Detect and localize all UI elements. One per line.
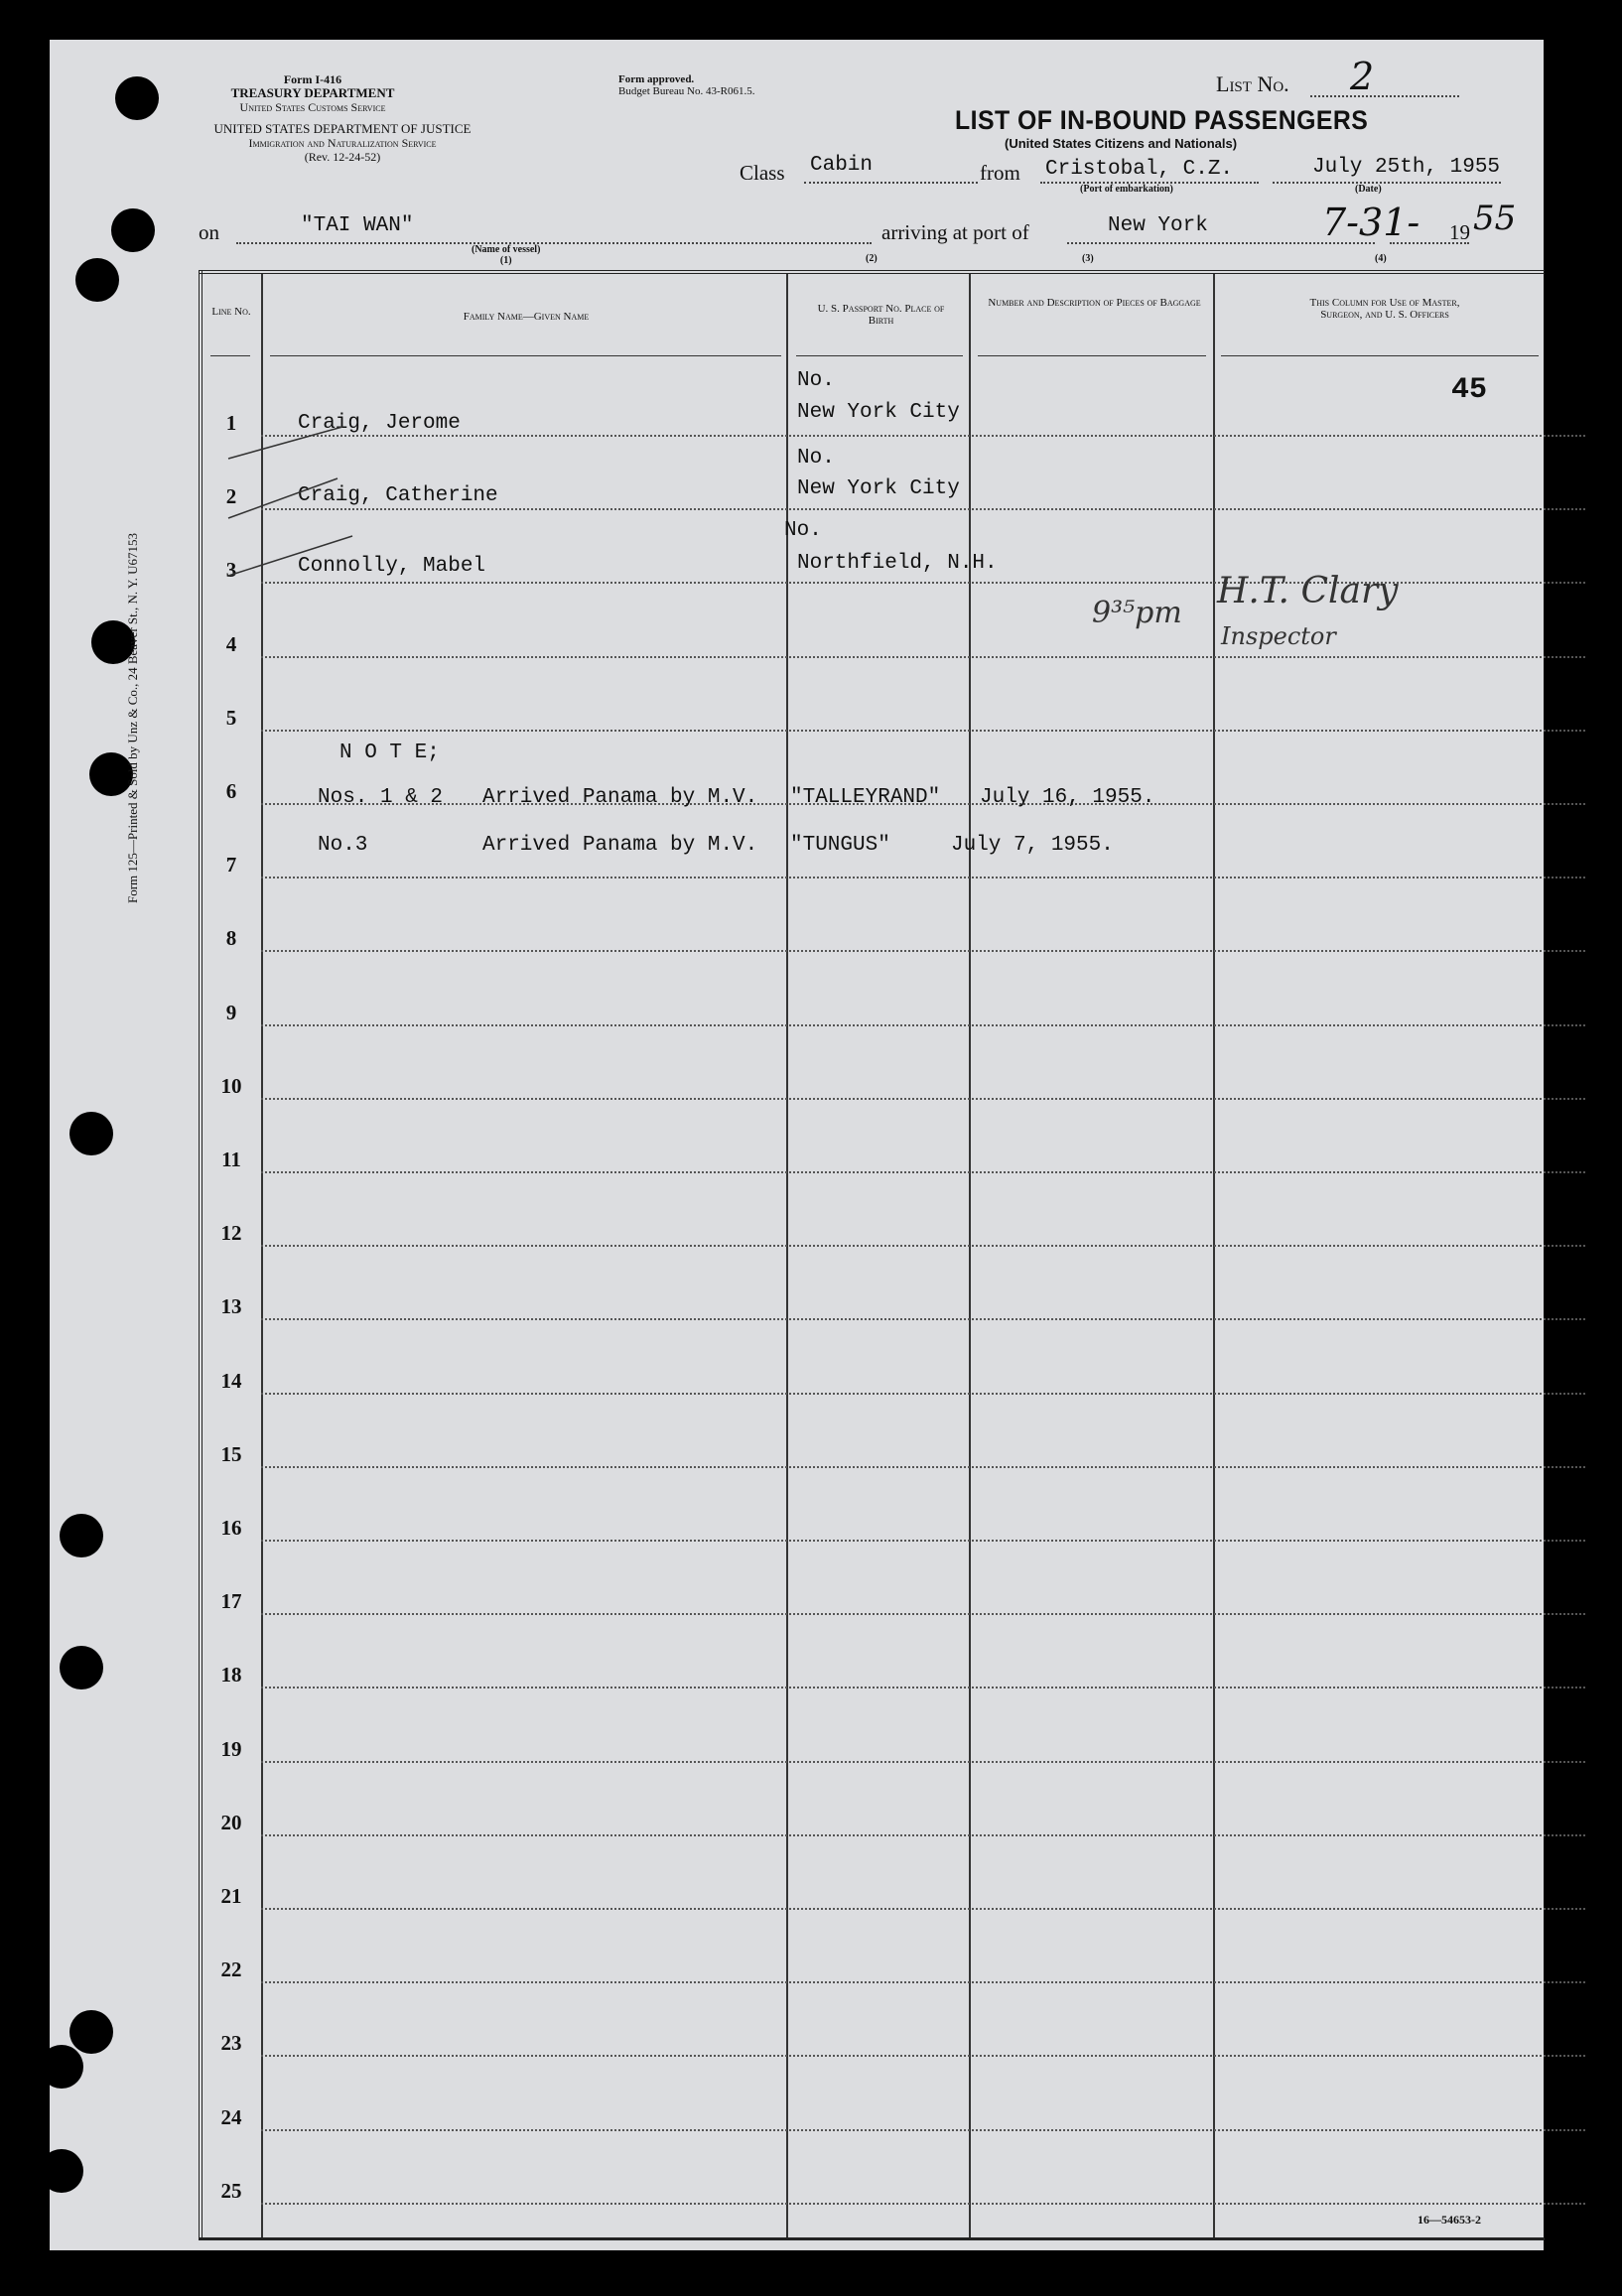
caption-4: (4) [1375, 253, 1387, 264]
officer-count: 45 [1451, 373, 1488, 407]
line-number: 5 [225, 705, 237, 730]
note-text-1: Arrived Panama by M.V. [482, 786, 758, 809]
from-label: from [980, 161, 1020, 185]
line-number: 19 [220, 1736, 242, 1761]
vessel-name: "TAI WAN" [301, 214, 414, 237]
table-row [261, 950, 1585, 952]
caption-3: (3) [1082, 253, 1094, 264]
line-number: 13 [220, 1294, 242, 1319]
class-label: Class [740, 161, 785, 185]
table-row [261, 1613, 1585, 1615]
form-approved: Form approved. [618, 73, 695, 85]
passport-no-label: No. [784, 519, 822, 542]
note-heading: N O T E; [339, 742, 440, 764]
punch-hole [69, 2010, 113, 2054]
line-number: 2 [225, 484, 237, 509]
inspector-signature: H.T. Clary [1217, 571, 1399, 611]
table-row [261, 1318, 1585, 1320]
line-number: 11 [221, 1148, 241, 1171]
note-date-1: July 16, 1955. [980, 786, 1155, 809]
line-number: 22 [220, 1958, 242, 1982]
table-row [261, 1098, 1585, 1100]
line-number: 10 [220, 1073, 242, 1098]
line-number: 6 [225, 779, 237, 803]
column-header-baggage: Number and Description of Pieces of Baggage [988, 297, 1201, 309]
place-of-birth: New York City [797, 477, 960, 500]
arrival-year: 55 [1473, 199, 1517, 238]
table-row [261, 1393, 1585, 1395]
punch-hole [75, 258, 119, 302]
table-row [261, 730, 1585, 732]
line-number: 24 [220, 2104, 242, 2129]
table-row [261, 1687, 1585, 1688]
line-number: 17 [220, 1589, 242, 1614]
port-of-embarkation: Cristobal, C.Z. [1045, 158, 1234, 181]
class-value: Cabin [810, 154, 874, 177]
line-number: 21 [220, 1884, 242, 1908]
printer-imprint: Form 125—Printed & Sold by Unz & Co., 24 Beaver St., N. Y. U67153 [125, 532, 140, 903]
table-row [261, 1245, 1585, 1247]
customs-service: United States Customs Service [239, 100, 386, 114]
line-number: 1 [225, 411, 237, 435]
punch-hole [115, 76, 159, 120]
table-row [261, 2203, 1585, 2205]
punch-hole [69, 1112, 113, 1155]
revision: (Rev. 12-24-52) [304, 150, 381, 164]
place-of-birth: Northfield, N.H. [797, 552, 998, 575]
line-number: 23 [220, 2031, 242, 2056]
table-row [261, 877, 1585, 878]
passenger-name: Craig, Catherine [298, 484, 498, 507]
column-header-passport: U. S. Passport No. Place of Birth [817, 303, 945, 327]
table-row [261, 1024, 1585, 1026]
line-number: 8 [225, 926, 237, 951]
punch-hole [40, 2149, 83, 2193]
table-row [261, 656, 1585, 658]
place-of-birth: New York City [797, 401, 960, 424]
year-prefix: 19 [1449, 220, 1470, 244]
arrival-date: 7-31- [1322, 201, 1420, 244]
table-row [261, 1834, 1585, 1836]
list-no-value: 2 [1350, 55, 1375, 98]
footer-code: 16—54653-2 [1418, 2213, 1481, 2227]
line-number: 14 [220, 1368, 242, 1393]
caption-2: (2) [866, 253, 878, 264]
table-row [261, 508, 1585, 510]
line-number: 25 [220, 2178, 242, 2203]
punch-hole [60, 1646, 103, 1689]
table-row [261, 435, 1585, 437]
column-header-name: Family Name—Given Name [463, 311, 590, 323]
table-row [261, 2129, 1585, 2131]
line-number: 4 [225, 631, 237, 656]
document-page [50, 40, 1544, 2250]
table-row [261, 1981, 1585, 1983]
table-row [261, 1761, 1585, 1763]
check-marks [223, 407, 402, 586]
arriving-label: arriving at port of [881, 220, 1029, 244]
table-row [261, 1466, 1585, 1468]
port-caption: (Port of embarkation) [1080, 184, 1173, 195]
page-subtitle: (United States Citizens and Nationals) [1005, 136, 1238, 151]
justice-department: UNITED STATES DEPARTMENT OF JUSTICE [213, 121, 472, 136]
table-row [261, 1171, 1585, 1173]
page-title: LIST OF IN-BOUND PASSENGERS [955, 105, 1369, 135]
table-row [261, 2055, 1585, 2057]
punch-hole [60, 1514, 103, 1557]
column-header-officers: This Column for Use of Master, Surgeon, and U. S. Officers [1309, 297, 1460, 321]
budget-bureau: Budget Bureau No. 43-R061.5. [618, 85, 755, 97]
note-text-2: Arrived Panama by M.V. [482, 834, 758, 857]
note-date-2: July 7, 1955. [951, 834, 1114, 857]
note-nos-1: Nos. 1 & 2 [318, 786, 444, 809]
table-row [261, 1540, 1585, 1542]
note-ship-1: "TALLEYRAND" [790, 786, 941, 809]
date-caption: (Date) [1355, 184, 1382, 195]
immigration-service: Immigration and Naturalization Service [248, 136, 437, 150]
line-number: 9 [225, 1000, 237, 1024]
passenger-name: Connolly, Mabel [298, 555, 486, 578]
passenger-name: Craig, Jerome [298, 412, 461, 435]
inspector-signature-line2: Inspector [1221, 622, 1336, 650]
punch-hole [111, 208, 155, 252]
passport-no-label: No. [797, 447, 835, 470]
line-number: 15 [220, 1441, 242, 1466]
line-number: 7 [225, 853, 237, 878]
note-nos-2: No.3 [318, 834, 368, 857]
punch-hole [40, 2045, 83, 2089]
arrival-port: New York [1108, 214, 1208, 237]
line-number: 18 [220, 1663, 242, 1688]
list-no-label: List No. [1216, 71, 1289, 96]
passport-no-label: No. [797, 369, 835, 392]
caption-1: (1) [499, 255, 512, 266]
line-number: 3 [225, 558, 237, 583]
column-header-line-no: Line No. [211, 306, 251, 318]
form-number: Form I-416 [283, 72, 342, 86]
line-number: 16 [220, 1516, 242, 1540]
table-row [261, 1908, 1585, 1910]
on-label: on [199, 220, 219, 244]
line-number: 20 [220, 1810, 242, 1834]
treasury-department: TREASURY DEPARTMENT [230, 85, 395, 100]
line-number: 12 [220, 1221, 242, 1246]
vessel-caption: (Name of vessel) (1) [472, 244, 541, 266]
note-ship-2: "TUNGUS" [790, 834, 890, 857]
departure-date: July 25th, 1955 [1312, 156, 1501, 179]
handwritten-time: 9³⁵pm [1092, 596, 1182, 630]
